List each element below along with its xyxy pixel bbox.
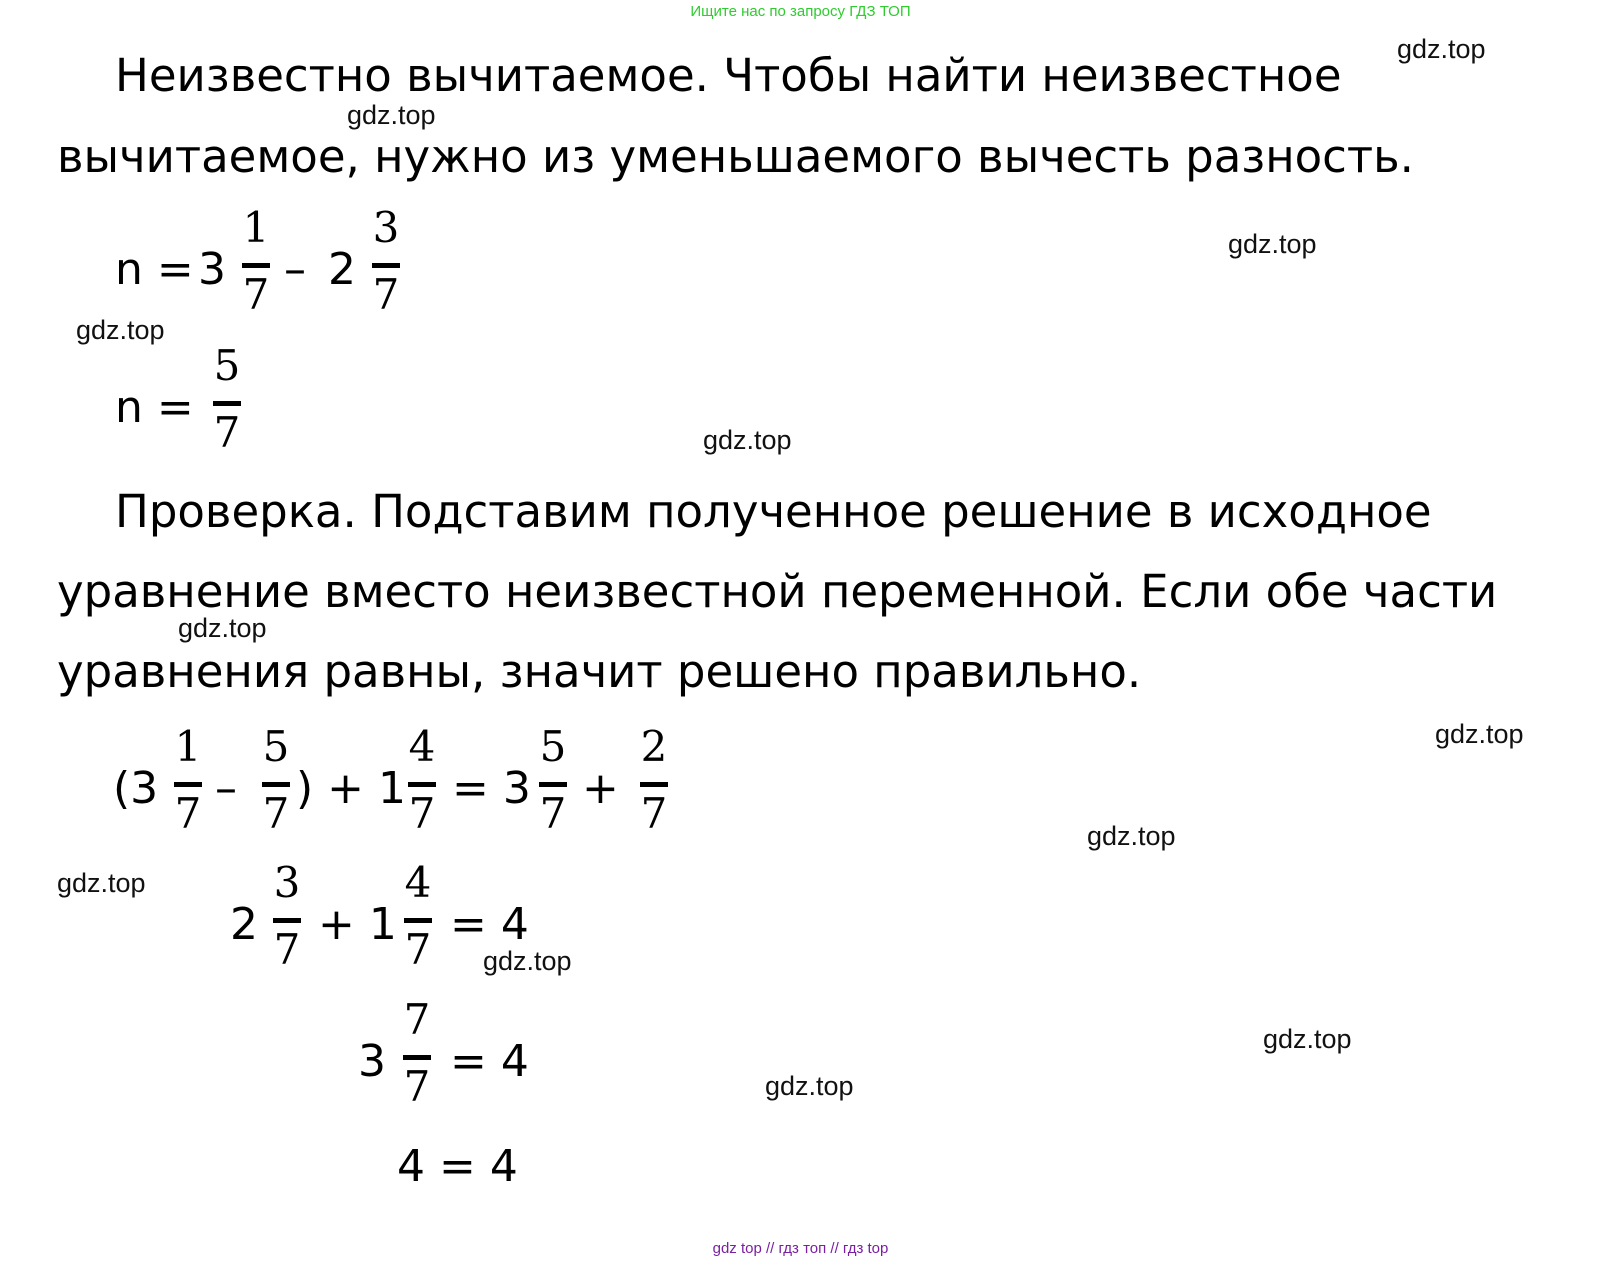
check-text-line-2: уравнение вместо неизвестной переменной. Если обе части bbox=[57, 565, 1498, 618]
eq1-operator: – bbox=[284, 244, 306, 295]
watermark: gdz.top bbox=[1263, 1024, 1352, 1054]
step3-rhs: = 4 bbox=[450, 1036, 529, 1087]
eq2-lhs: n = bbox=[115, 382, 194, 433]
denominator: 7 bbox=[403, 1062, 431, 1111]
fraction-bar bbox=[174, 782, 202, 787]
watermark: gdz.top bbox=[178, 613, 267, 643]
denominator: 7 bbox=[273, 925, 301, 974]
fraction-bar bbox=[408, 782, 436, 787]
denominator: 7 bbox=[539, 789, 567, 838]
rule-text-line-1: Неизвестно вычитаемое. Чтобы найти неизвестное bbox=[115, 49, 1342, 102]
watermark: gdz.top bbox=[765, 1071, 854, 1101]
numerator: 4 bbox=[408, 722, 436, 771]
step2-plus: + 1 bbox=[318, 899, 397, 950]
step3-whole: 3 bbox=[358, 1036, 386, 1087]
step1-fraction-3 bbox=[402, 722, 442, 841]
fraction-bar bbox=[403, 1055, 431, 1060]
denominator: 7 bbox=[372, 270, 400, 319]
denominator: 7 bbox=[174, 789, 202, 838]
fraction-bar bbox=[273, 918, 301, 923]
denominator: 7 bbox=[640, 789, 668, 838]
check-text-line-3: уравнения равны, значит решено правильно. bbox=[57, 645, 1142, 698]
step1-fraction-1 bbox=[168, 722, 208, 841]
step1-close-plus: ) + 1 bbox=[296, 763, 406, 814]
eq2-fraction bbox=[207, 341, 247, 460]
header-note: Ищите нас по запросу ГДЗ ТОП bbox=[690, 3, 911, 20]
numerator: 5 bbox=[539, 722, 567, 771]
fraction-bar bbox=[372, 263, 400, 268]
step2-rhs: = 4 bbox=[450, 899, 529, 950]
step2-fraction-2 bbox=[398, 858, 438, 977]
watermark: gdz.top bbox=[1397, 34, 1486, 64]
numerator: 5 bbox=[213, 341, 241, 390]
fraction-bar bbox=[404, 918, 432, 923]
step1-fraction-4 bbox=[533, 722, 573, 841]
numerator: 1 bbox=[242, 203, 270, 252]
step2-fraction-1 bbox=[267, 858, 307, 977]
numerator: 3 bbox=[273, 858, 301, 907]
step1-minus: – bbox=[215, 763, 237, 814]
denominator: 7 bbox=[242, 270, 270, 319]
fraction-bar bbox=[242, 263, 270, 268]
numerator: 1 bbox=[174, 722, 202, 771]
step1-open: (3 bbox=[113, 763, 159, 814]
numerator: 3 bbox=[372, 203, 400, 252]
fraction-bar bbox=[640, 782, 668, 787]
watermark: gdz.top bbox=[483, 946, 572, 976]
footer-note: gdz top // гдз топ // гдз top bbox=[712, 1240, 889, 1257]
eq1-whole-2: 2 bbox=[328, 244, 356, 295]
step2-whole: 2 bbox=[230, 899, 258, 950]
eq1-fraction-2 bbox=[366, 203, 406, 322]
eq1-lhs: n = bbox=[115, 244, 194, 295]
numerator: 5 bbox=[262, 722, 290, 771]
step1-fraction-5 bbox=[634, 722, 674, 841]
step1-equals: = 3 bbox=[452, 763, 531, 814]
numerator: 7 bbox=[403, 995, 431, 1044]
denominator: 7 bbox=[262, 789, 290, 838]
eq1-fraction-1 bbox=[236, 203, 276, 322]
watermark: gdz.top bbox=[1435, 719, 1524, 749]
eq1-whole-1: 3 bbox=[198, 244, 226, 295]
denominator: 7 bbox=[404, 925, 432, 974]
check-step-4: 4 = 4 bbox=[397, 1141, 518, 1192]
watermark: gdz.top bbox=[703, 425, 792, 455]
fraction-bar bbox=[539, 782, 567, 787]
step1-plus: + bbox=[582, 763, 619, 814]
watermark: gdz.top bbox=[1228, 229, 1317, 259]
fraction-bar bbox=[262, 782, 290, 787]
check-text-line-1: Проверка. Подставим полученное решение в исходное bbox=[115, 485, 1432, 538]
numerator: 2 bbox=[640, 722, 668, 771]
watermark: gdz.top bbox=[1087, 821, 1176, 851]
numerator: 4 bbox=[404, 858, 432, 907]
watermark: gdz.top bbox=[76, 315, 165, 345]
denominator: 7 bbox=[213, 408, 241, 457]
step1-fraction-2 bbox=[256, 722, 296, 841]
denominator: 7 bbox=[408, 789, 436, 838]
watermark: gdz.top bbox=[57, 868, 146, 898]
step3-fraction bbox=[397, 995, 437, 1114]
rule-text-line-2: вычитаемое, нужно из уменьшаемого вычесть разность. bbox=[57, 130, 1414, 183]
fraction-bar bbox=[213, 401, 241, 406]
watermark: gdz.top bbox=[347, 100, 436, 130]
